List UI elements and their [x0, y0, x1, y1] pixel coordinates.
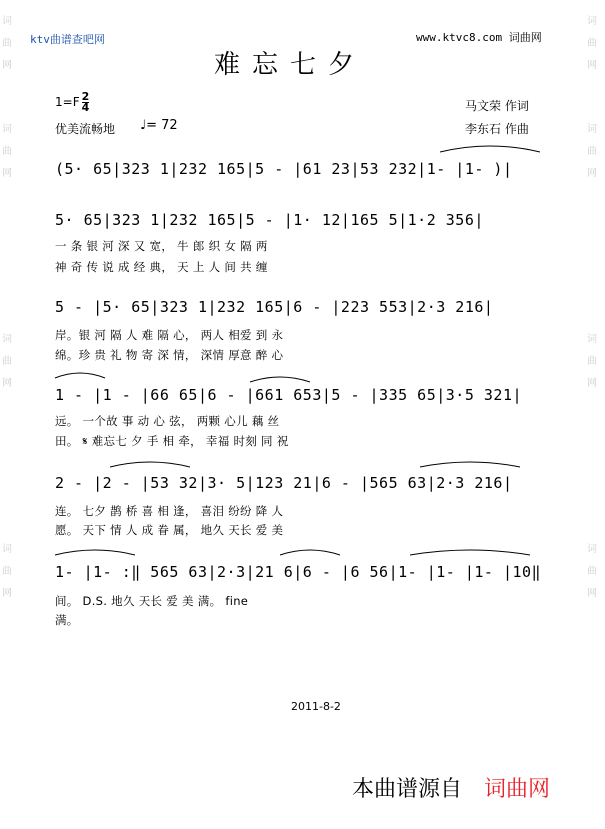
watermark-char: 词: [2, 544, 12, 555]
lyric-line: 间。 D.S. 地久 天长 爱 美 满。 fine: [55, 594, 249, 608]
lyric-line: 神 奇 传 说 成 经 典， 天 上 人 间 共 缠: [55, 260, 268, 274]
lyricist: 马文荣 作词: [465, 99, 529, 113]
score-row-3: 5 - |5· 65|323 1|232 165|6 - |223 553|2·3 216|: [55, 298, 494, 316]
watermark-char: 词: [587, 544, 597, 555]
watermark-char: 网: [587, 60, 597, 71]
score-row-1: (5· 65|323 1|232 165|5 - |61 23|53 232|1- |1- )|: [55, 160, 513, 178]
key-label: 1=F: [55, 95, 80, 109]
score-row-5: 2 - |2 - |53 32|3· 5|123 21|6 - |565 63|2·3 216|: [55, 474, 513, 492]
watermark-char: 曲: [587, 356, 597, 367]
watermark-char: 曲: [587, 38, 597, 49]
watermark-char: 曲: [2, 356, 12, 367]
watermark-char: 曲: [2, 38, 12, 49]
watermark-char: 词: [2, 334, 12, 345]
watermark-char: 网: [2, 60, 12, 71]
style-marking: 优美流畅地: [55, 122, 116, 136]
score-row-4: 1 - |1 - |66 65|6 - |661 653|5 - |335 65|3·5 321|: [55, 386, 523, 404]
composer: 李东石 作曲: [465, 122, 529, 136]
watermark-char: 网: [2, 588, 12, 599]
watermark-char: 网: [587, 588, 597, 599]
lyric-line: 岸。银 河 隔 人 难 隔 心， 两人 相爱 到 永: [55, 328, 284, 342]
source-site-link[interactable]: 词曲网: [484, 777, 551, 802]
watermark-char: 曲: [2, 566, 12, 577]
watermark-char: 曲: [587, 146, 597, 157]
time-sig-top: 2: [81, 90, 90, 103]
date: 2011-8-2: [291, 700, 341, 713]
watermark-char: 曲: [2, 146, 12, 157]
lyric-line: 一 条 银 河 深 又 宽， 牛 郎 织 女 隔 两: [55, 239, 268, 253]
watermark-char: 曲: [587, 566, 597, 577]
time-sig-bottom: 4: [81, 101, 90, 114]
watermark-char: 词: [587, 334, 597, 345]
lyric-line: 愿。 天下 情 人 成 眷 属， 地久 天长 爱 美: [55, 523, 284, 537]
lyric-line: 满。: [55, 613, 79, 627]
lyric-line: 田。 𝄋 难忘七 夕 手 相 牵， 幸福 时刻 同 祝: [55, 434, 289, 448]
watermark-char: 网: [587, 378, 597, 389]
tempo-marking: ♩= 72: [140, 118, 178, 133]
watermark-char: 词: [587, 124, 597, 135]
watermark-char: 词: [587, 16, 597, 27]
watermark-char: 词: [2, 124, 12, 135]
lyric-line: 绵。珍 贵 礼 物 寄 深 情， 深情 厚意 醉 心: [55, 348, 284, 362]
site-link-left[interactable]: ktv曲谱查吧网: [30, 33, 105, 46]
site-link-right[interactable]: www.ktvc8.com 词曲网: [416, 31, 542, 44]
watermark-char: 词: [2, 16, 12, 27]
source-prefix: 本曲谱源自: [352, 777, 463, 802]
lyric-line: 远。 一个故 事 动 心 弦， 两颗 心儿 藕 丝: [55, 414, 280, 428]
song-title: 难忘七夕: [214, 50, 367, 80]
source-credit: [352, 772, 550, 803]
score-row-2: 5· 65|323 1|232 165|5 - |1· 12|165 5|1·2 356|: [55, 211, 484, 229]
watermark-char: 网: [2, 168, 12, 179]
watermark-char: 网: [587, 168, 597, 179]
watermark-char: 网: [2, 378, 12, 389]
score-row-6: 1- |1- :‖ 565 63|2·3|21 6|6 - |6 56|1- |1- |1- |10‖: [55, 563, 542, 581]
lyric-line: 连。 七夕 鹊 桥 喜 相 逢， 喜泪 纷纷 降 人: [55, 504, 284, 518]
